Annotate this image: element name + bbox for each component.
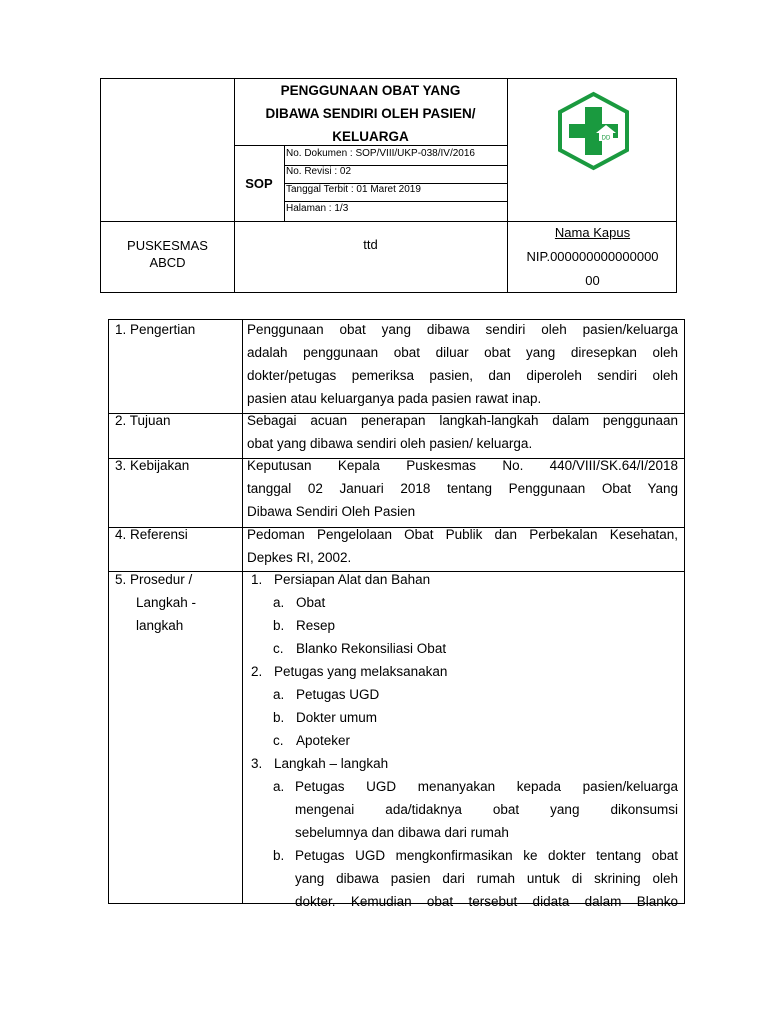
list-number: 2. xyxy=(251,664,263,679)
text-line: yang dibawa pasien dari rumah untuk di skrining oleh xyxy=(295,871,678,886)
list-number: 1. xyxy=(251,572,263,587)
section-label-pengertian: 1. Pengertian xyxy=(115,322,196,337)
section-content-prosedur xyxy=(242,568,684,913)
text-line: tanggal 02 Januari 2018 tentang Penggunaan Obat Yang xyxy=(247,481,678,496)
text-line: dokter/petugas pemeriksa pasien, dan diperoleh sendiri oleh xyxy=(247,368,678,383)
list-text: Langkah – langkah xyxy=(274,756,389,771)
list-subitem xyxy=(251,729,678,752)
list-letter: b. xyxy=(273,710,285,725)
list-text: Blanko Rekonsiliasi Obat xyxy=(296,641,447,656)
title-line: KELUARGA xyxy=(332,129,409,144)
sop-content-table xyxy=(108,319,685,909)
logo-hexagon-icon xyxy=(556,91,631,171)
list-item xyxy=(251,660,678,683)
text-line: Pedoman Pengelolaan Obat Publik dan Perbekalan Kesehatan, xyxy=(247,527,678,542)
label-line: langkah xyxy=(136,618,184,633)
section-label-referensi: 4. Referensi xyxy=(115,527,188,542)
list-subitem xyxy=(251,706,678,729)
text-line: mengenai ada/tidaknya obat yang dikonsumsi xyxy=(295,802,678,817)
list-subitem xyxy=(251,683,678,706)
list-subitem xyxy=(251,637,678,660)
section-content-tujuan xyxy=(242,409,684,455)
list-text: Obat xyxy=(296,595,326,610)
list-text: Petugas yang melaksanakan xyxy=(274,664,448,679)
list-letter: a. xyxy=(273,595,285,610)
nip-line: NIP.000000000000000 xyxy=(526,249,659,264)
sop-label: SOP xyxy=(245,175,273,191)
list-letter: a. xyxy=(273,779,285,794)
organization-name xyxy=(101,237,234,271)
list-letter: b. xyxy=(273,848,285,863)
list-subitem xyxy=(251,844,678,913)
svg-text:DD: DD xyxy=(601,135,611,142)
list-text: Dokter umum xyxy=(296,710,378,725)
label-line: 5. Prosedur / xyxy=(115,572,193,587)
text-line: obat yang dibawa sendiri oleh pasien/ keluarga. xyxy=(247,436,533,451)
list-text: Resep xyxy=(296,618,336,633)
section-content-referensi xyxy=(242,523,684,569)
section-label-kebijakan: 3. Kebijakan xyxy=(115,458,190,473)
list-subitem xyxy=(251,614,678,637)
text-line: Petugas UGD mengkonfirmasikan ke dokter tentang obat xyxy=(295,848,678,863)
org-line: PUSKESMAS xyxy=(127,238,208,253)
document-title xyxy=(234,79,507,145)
list-text xyxy=(295,844,678,913)
title-line: DIBAWA SENDIRI OLEH PASIEN/ xyxy=(265,106,476,121)
list-item xyxy=(251,568,678,591)
section-content-kebijakan xyxy=(242,454,684,523)
section-content-pengertian xyxy=(242,318,684,410)
title-line: PENGGUNAAN OBAT YANG xyxy=(280,83,461,98)
signature: ttd xyxy=(363,237,378,252)
text-line: dokter. Kemudian obat tersebut didata dalam Blanko xyxy=(295,894,678,909)
sop-header-table xyxy=(100,78,677,293)
text-line: sebelumnya dan dibawa dari rumah xyxy=(295,825,509,840)
text-line: Keputusan Kepala Puskesmas No. 440/VIII/SK.64/I/2018 xyxy=(247,458,678,473)
text-line: adalah penggunaan obat diluar obat yang diresepkan oleh xyxy=(247,345,678,360)
list-text: Persiapan Alat dan Bahan xyxy=(274,572,431,587)
list-text: Petugas UGD xyxy=(296,687,380,702)
issue-date: Tanggal Terbit : 01 Maret 2019 xyxy=(286,184,421,195)
list-letter: c. xyxy=(273,733,284,748)
puskesmas-logo xyxy=(556,91,631,171)
text-line: Petugas UGD menanyakan kepada pasien/keluarga xyxy=(295,779,678,794)
text-line: Dibawa Sendiri Oleh Pasien xyxy=(247,504,416,519)
list-subitem xyxy=(251,591,678,614)
section-label-prosedur xyxy=(109,568,242,637)
list-subitem xyxy=(251,775,678,844)
list-text: Apoteker xyxy=(296,733,351,748)
revision-number: No. Revisi : 02 xyxy=(286,166,352,177)
nip-line: 00 xyxy=(585,273,600,288)
list-text xyxy=(295,775,678,844)
text-line: Depkes RI, 2002. xyxy=(247,550,352,565)
text-line: Penggunaan obat yang dibawa sendiri oleh pasien/keluarga xyxy=(247,322,678,337)
page-number: Halaman : 1/3 xyxy=(286,203,349,214)
doc-number: No. Dokumen : SOP/VIII/UKP-038/IV/2016 xyxy=(286,148,475,159)
text-line: pasien atau keluarganya pada pasien rawat inap. xyxy=(247,391,542,406)
org-line: ABCD xyxy=(149,255,186,270)
text-line: Sebagai acuan penerapan langkah-langkah dalam penggunaan xyxy=(247,413,678,428)
list-letter: c. xyxy=(273,641,284,656)
section-label-tujuan: 2. Tujuan xyxy=(115,413,171,428)
list-item xyxy=(251,752,678,775)
head-of-puskesmas xyxy=(507,221,678,293)
label-line: Langkah - xyxy=(136,595,197,610)
list-letter: a. xyxy=(273,687,285,702)
list-letter: b. xyxy=(273,618,285,633)
kapus-title: Nama Kapus xyxy=(554,225,631,240)
list-number: 3. xyxy=(251,756,263,771)
